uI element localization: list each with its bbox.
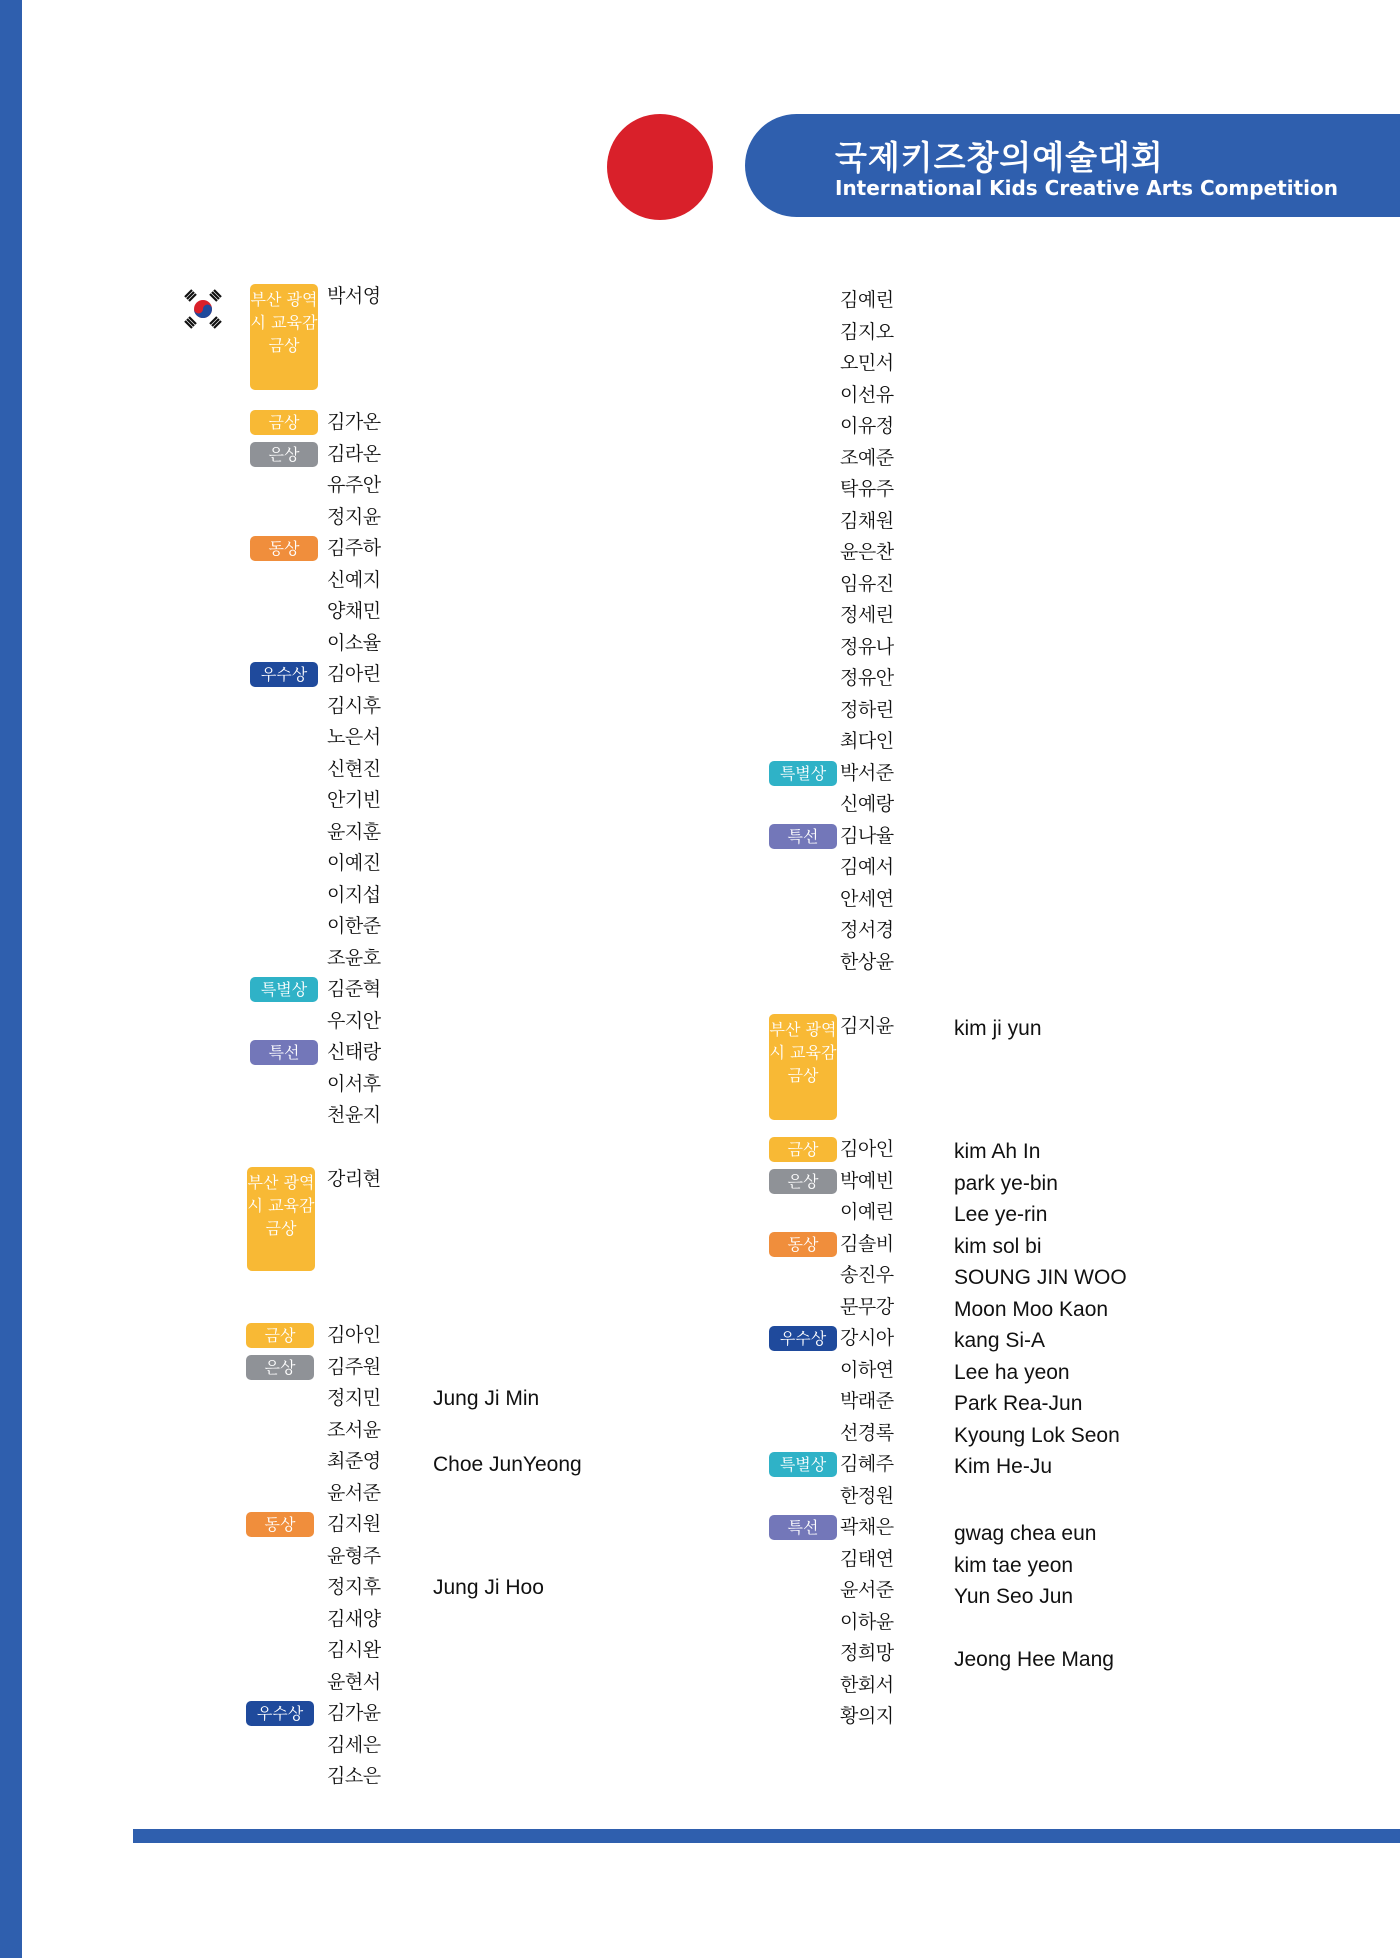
- student-name: 김나율: [840, 824, 894, 847]
- student-name: 이지섭: [327, 883, 381, 906]
- student-name: 박래준: [840, 1390, 894, 1412]
- student-name-roman: kim tae yeon: [954, 1553, 1074, 1577]
- student-name: 신현진: [327, 757, 381, 780]
- left-accent-stripe: [0, 0, 22, 1958]
- student-name: 윤형주: [327, 1544, 381, 1567]
- student-name: 김시완: [327, 1639, 381, 1661]
- award-badge: 동상: [246, 1512, 314, 1537]
- student-name-roman: kim sol bi: [954, 1234, 1042, 1258]
- award-badge: 우수상: [246, 1701, 314, 1726]
- student-name: 이선유: [840, 383, 894, 406]
- student-name: 양채민: [327, 600, 381, 622]
- student-name-roman: SOUNG JIN WOO: [954, 1266, 1127, 1289]
- student-name: 윤현서: [327, 1670, 381, 1693]
- student-name-roman: Lee ye-rin: [954, 1203, 1048, 1226]
- student-name: 이하연: [840, 1358, 894, 1381]
- student-name: 신예지: [327, 568, 381, 591]
- student-name: 안세연: [840, 887, 894, 910]
- student-name: 우지안: [327, 1009, 381, 1032]
- student-name: 김예린: [840, 289, 894, 311]
- student-name: 조윤호: [327, 946, 381, 969]
- student-name: 정유안: [840, 667, 894, 689]
- student-name: 조서윤: [327, 1418, 381, 1441]
- award-badge: 우수상: [769, 1326, 837, 1351]
- student-name: 이소율: [327, 631, 381, 654]
- student-name: 탁유주: [840, 478, 894, 500]
- korean-flag-icon: [180, 286, 226, 332]
- student-name: 강리현: [327, 1168, 381, 1190]
- student-name: 김주하: [327, 537, 381, 559]
- award-badge: 동상: [250, 536, 318, 561]
- student-name: 이서후: [327, 1072, 381, 1095]
- student-name-roman: Jung Ji Min: [433, 1387, 540, 1410]
- award-badge: 특선: [250, 1040, 318, 1065]
- student-name-roman: kim ji yun: [954, 1017, 1042, 1040]
- student-name: 정지윤: [327, 505, 381, 528]
- student-name: 최준영: [327, 1450, 381, 1472]
- student-name: 윤은찬: [840, 541, 894, 563]
- student-name-roman: Kim He-Ju: [954, 1455, 1053, 1478]
- student-name: 이예진: [327, 852, 381, 874]
- award-badge: 은상: [246, 1355, 314, 1380]
- award-badge: 금상: [250, 410, 318, 435]
- student-name: 한정원: [840, 1484, 894, 1507]
- student-name: 최다인: [840, 730, 894, 752]
- title-banner: [745, 114, 1400, 217]
- student-name: 김아린: [327, 663, 381, 685]
- award-badge: 특선: [769, 824, 837, 849]
- student-name: 한회서: [840, 1673, 894, 1696]
- student-name: 김주원: [327, 1355, 381, 1378]
- student-name-roman: gwag chea eun: [954, 1522, 1097, 1545]
- award-badge: 특별상: [769, 1452, 837, 1477]
- student-name-roman: Jung Ji Hoo: [433, 1576, 544, 1599]
- student-name: 이한준: [327, 915, 381, 937]
- student-name: 김준혁: [327, 978, 381, 1000]
- student-name: 송진우: [840, 1264, 894, 1286]
- award-badge: 특별상: [769, 761, 837, 786]
- student-name: 김세은: [327, 1733, 381, 1756]
- student-name: 정하린: [840, 698, 894, 721]
- student-name: 김가윤: [327, 1702, 381, 1724]
- award-badge-busan: 부산 광역시 교육감 금상: [769, 1014, 837, 1120]
- student-name: 강시아: [840, 1327, 894, 1349]
- student-name: 박서영: [327, 285, 381, 307]
- student-name-roman: Park Rea-Jun: [954, 1392, 1083, 1415]
- student-name-roman: Kyoung Lok Seon: [954, 1423, 1120, 1447]
- student-name: 이예린: [840, 1201, 894, 1223]
- student-name: 김혜주: [840, 1453, 894, 1475]
- award-badge: 금상: [769, 1137, 837, 1162]
- award-badge: 우수상: [250, 662, 318, 687]
- student-name: 김솔비: [840, 1232, 894, 1255]
- student-name: 정유나: [840, 635, 894, 658]
- student-name: 노은서: [327, 726, 381, 748]
- student-name: 윤지훈: [327, 820, 381, 843]
- title-english: International Kids Creative Arts Competition: [835, 176, 1338, 200]
- student-name: 신예랑: [840, 793, 894, 815]
- student-name: 김지윤: [840, 1015, 894, 1037]
- student-name: 천윤지: [327, 1104, 381, 1126]
- award-badge: 은상: [769, 1169, 837, 1194]
- award-badge-busan: 부산 광역시 교육감 금상: [247, 1167, 315, 1271]
- award-badge: 은상: [250, 442, 318, 467]
- student-name-roman: Moon Moo Kaon: [954, 1297, 1109, 1321]
- student-name: 정희망: [840, 1642, 894, 1664]
- award-badge: 특선: [769, 1515, 837, 1540]
- student-name: 한상윤: [840, 950, 894, 973]
- student-name: 정지후: [327, 1576, 381, 1598]
- award-badge: 동상: [769, 1232, 837, 1257]
- student-name: 문무강: [840, 1295, 894, 1318]
- student-name: 임유진: [840, 572, 894, 595]
- student-name: 김아인: [327, 1324, 381, 1346]
- student-name-roman: Jeong Hee Mang: [954, 1648, 1114, 1671]
- student-name: 김소은: [327, 1765, 381, 1787]
- student-name: 황의지: [840, 1705, 894, 1727]
- student-name: 윤서준: [327, 1481, 381, 1504]
- student-name: 김태연: [840, 1547, 894, 1570]
- student-name-roman: Choe JunYeong: [433, 1453, 582, 1476]
- student-name-roman: kang Si-A: [954, 1329, 1046, 1352]
- award-badge: 금상: [246, 1323, 314, 1348]
- student-name: 조예준: [840, 446, 894, 469]
- student-name: 안기빈: [327, 789, 381, 811]
- student-name: 김가온: [327, 411, 381, 433]
- student-name: 김라온: [327, 442, 381, 465]
- student-name: 정세린: [840, 604, 894, 626]
- student-name: 이유정: [840, 415, 894, 437]
- bottom-rule: [133, 1829, 1400, 1843]
- red-circle-emblem: [607, 114, 713, 220]
- student-name-roman: park ye-bin: [954, 1171, 1058, 1195]
- student-name: 김지오: [840, 320, 894, 343]
- title-korean: 국제키즈창의예술대회: [835, 138, 1164, 177]
- student-name: 박예빈: [840, 1169, 894, 1192]
- student-name: 김예서: [840, 856, 894, 878]
- student-name: 신태랑: [327, 1041, 381, 1063]
- student-name: 곽채은: [840, 1516, 894, 1538]
- student-name: 김아인: [840, 1138, 894, 1160]
- student-name-roman: kim Ah In: [954, 1140, 1041, 1163]
- student-name: 이하윤: [840, 1610, 894, 1633]
- student-name: 유주안: [327, 474, 381, 496]
- student-name: 오민서: [840, 352, 894, 374]
- student-name-roman: Lee ha yeon: [954, 1360, 1070, 1384]
- student-name: 김채원: [840, 509, 894, 532]
- student-name: 김새양: [327, 1607, 381, 1630]
- student-name: 정서경: [840, 919, 894, 941]
- student-name: 김시후: [327, 694, 381, 717]
- award-badge: 특별상: [250, 977, 318, 1002]
- student-name: 윤서준: [840, 1579, 894, 1601]
- student-name: 선경록: [840, 1421, 894, 1444]
- student-name-roman: Yun Seo Jun: [954, 1585, 1074, 1608]
- student-name: 정지민: [327, 1387, 381, 1409]
- student-name: 박서준: [840, 761, 894, 784]
- award-badge-busan: 부산 광역시 교육감 금상: [250, 284, 318, 390]
- student-name: 김지원: [327, 1513, 381, 1535]
